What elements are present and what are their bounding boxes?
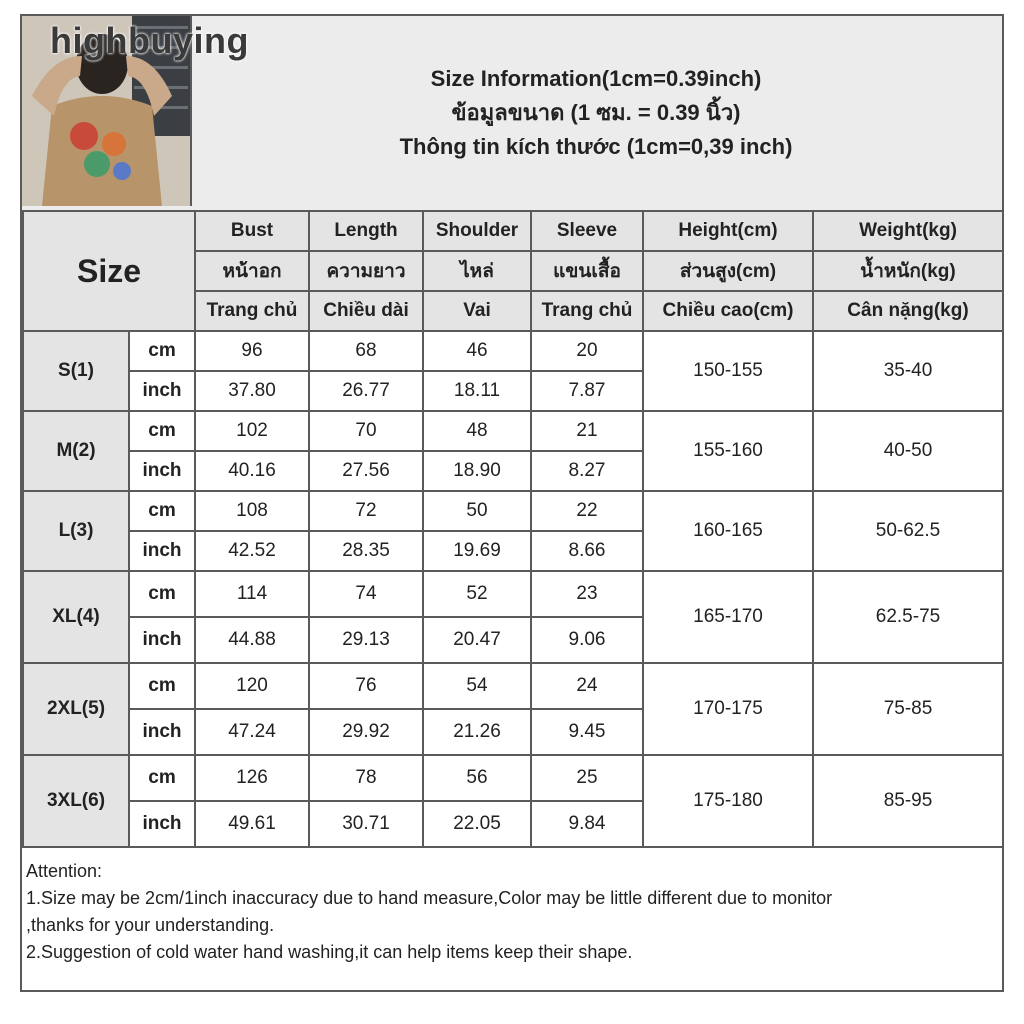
table-row (23, 663, 1003, 709)
unit-inch: inch (129, 371, 195, 411)
unit-inch: inch (129, 531, 195, 571)
cell-cm: 96 (195, 331, 309, 371)
col-sleeve-vi: Trang chủ (531, 291, 643, 331)
unit-inch: inch (129, 709, 195, 755)
cell-cm: 21 (531, 411, 643, 451)
unit-cm: cm (129, 331, 195, 371)
cell-cm: 54 (423, 663, 531, 709)
size-chart (20, 14, 1004, 992)
table-row (23, 491, 1003, 531)
unit-inch: inch (129, 801, 195, 847)
cell-cm: 108 (195, 491, 309, 531)
unit-inch: inch (129, 451, 195, 491)
unit-cm: cm (129, 491, 195, 531)
cell-cm: 24 (531, 663, 643, 709)
col-weight-vi: Cân nặng(kg) (813, 291, 1003, 331)
size-table (22, 210, 1004, 848)
cell-inch: 47.24 (195, 709, 309, 755)
cell-inch: 30.71 (309, 801, 423, 847)
cell-cm: 56 (423, 755, 531, 801)
col-bust-vi: Trang chủ (195, 291, 309, 331)
unit-cm: cm (129, 755, 195, 801)
cell-inch: 42.52 (195, 531, 309, 571)
table-row (23, 411, 1003, 451)
weight-range: 35-40 (813, 331, 1003, 411)
size-label: M(2) (23, 411, 129, 491)
cell-inch: 9.06 (531, 617, 643, 663)
col-bust-th: หน้าอก (195, 251, 309, 291)
col-length-vi: Chiều dài (309, 291, 423, 331)
height-range: 165-170 (643, 571, 813, 663)
col-height-vi: Chiều cao(cm) (643, 291, 813, 331)
cell-inch: 37.80 (195, 371, 309, 411)
col-shoulder-en: Shoulder (423, 211, 531, 251)
cell-cm: 50 (423, 491, 531, 531)
title-vietnamese: Thông tin kích thước (1cm=0,39 inch) (399, 134, 793, 159)
col-height-en: Height(cm) (643, 211, 813, 251)
weight-range: 62.5-75 (813, 571, 1003, 663)
cell-cm: 48 (423, 411, 531, 451)
col-sleeve-en: Sleeve (531, 211, 643, 251)
attention-line-1: 1.Size may be 2cm/1inch inaccuracy due to hand measure,Color may be little different due to monitor (26, 888, 833, 908)
unit-cm: cm (129, 411, 195, 451)
cell-cm: 52 (423, 571, 531, 617)
cell-inch: 44.88 (195, 617, 309, 663)
cell-cm: 20 (531, 331, 643, 371)
cell-cm: 23 (531, 571, 643, 617)
cell-inch: 18.11 (423, 371, 531, 411)
unit-inch: inch (129, 617, 195, 663)
cell-cm: 120 (195, 663, 309, 709)
attention-line-2: ,thanks for your understanding. (26, 915, 275, 935)
height-range: 170-175 (643, 663, 813, 755)
height-range: 175-180 (643, 755, 813, 847)
title-thai: ข้อมูลขนาด (1 ซม. = 0.39 นิ้ว) (451, 100, 741, 125)
cell-inch: 26.77 (309, 371, 423, 411)
title-english: Size Information(1cm=0.39inch) (430, 66, 762, 91)
unit-cm: cm (129, 663, 195, 709)
header-row-en (23, 211, 1003, 251)
weight-range: 40-50 (813, 411, 1003, 491)
height-range: 155-160 (643, 411, 813, 491)
size-header: Size (23, 211, 195, 331)
watermark-logo: highbuying (50, 20, 249, 61)
cell-inch: 28.35 (309, 531, 423, 571)
cell-cm: 25 (531, 755, 643, 801)
cell-cm: 102 (195, 411, 309, 451)
cell-inch: 20.47 (423, 617, 531, 663)
size-label: S(1) (23, 331, 129, 411)
cell-inch: 40.16 (195, 451, 309, 491)
col-weight-en: Weight(kg) (813, 211, 1003, 251)
weight-range: 50-62.5 (813, 491, 1003, 571)
cell-inch: 29.92 (309, 709, 423, 755)
col-sleeve-th: แขนเสื้อ (531, 251, 643, 291)
col-height-th: ส่วนสูง(cm) (643, 251, 813, 291)
cell-inch: 22.05 (423, 801, 531, 847)
cell-cm: 22 (531, 491, 643, 531)
size-label: 3XL(6) (23, 755, 129, 847)
col-length-th: ความยาว (309, 251, 423, 291)
cell-inch: 18.90 (423, 451, 531, 491)
height-range: 150-155 (643, 331, 813, 411)
cell-inch: 19.69 (423, 531, 531, 571)
cell-cm: 70 (309, 411, 423, 451)
size-label: 2XL(5) (23, 663, 129, 755)
cell-inch: 8.66 (531, 531, 643, 571)
cell-inch: 27.56 (309, 451, 423, 491)
cell-inch: 8.27 (531, 451, 643, 491)
cell-inch: 9.84 (531, 801, 643, 847)
cell-cm: 46 (423, 331, 531, 371)
col-bust-en: Bust (195, 211, 309, 251)
cell-inch: 21.26 (423, 709, 531, 755)
cell-cm: 126 (195, 755, 309, 801)
size-label: XL(4) (23, 571, 129, 663)
cell-cm: 76 (309, 663, 423, 709)
table-row (23, 755, 1003, 801)
unit-cm: cm (129, 571, 195, 617)
table-row (23, 331, 1003, 371)
cell-cm: 72 (309, 491, 423, 531)
weight-range: 75-85 (813, 663, 1003, 755)
attention-line-3: 2.Suggestion of cold water hand washing,it can help items keep their shape. (26, 942, 633, 962)
cell-cm: 114 (195, 571, 309, 617)
height-range: 160-165 (643, 491, 813, 571)
cell-inch: 9.45 (531, 709, 643, 755)
cell-inch: 7.87 (531, 371, 643, 411)
weight-range: 85-95 (813, 755, 1003, 847)
title-block (190, 62, 1002, 164)
attention-heading: Attention: (26, 861, 103, 881)
cell-inch: 49.61 (195, 801, 309, 847)
cell-cm: 74 (309, 571, 423, 617)
size-body (23, 331, 1003, 847)
size-label: L(3) (23, 491, 129, 571)
table-row (23, 571, 1003, 617)
col-shoulder-th: ไหล่ (423, 251, 531, 291)
col-shoulder-vi: Vai (423, 291, 531, 331)
cell-inch: 29.13 (309, 617, 423, 663)
attention-notes (26, 858, 996, 966)
col-weight-th: น้ำหนัก(kg) (813, 251, 1003, 291)
col-length-en: Length (309, 211, 423, 251)
cell-cm: 78 (309, 755, 423, 801)
cell-cm: 68 (309, 331, 423, 371)
